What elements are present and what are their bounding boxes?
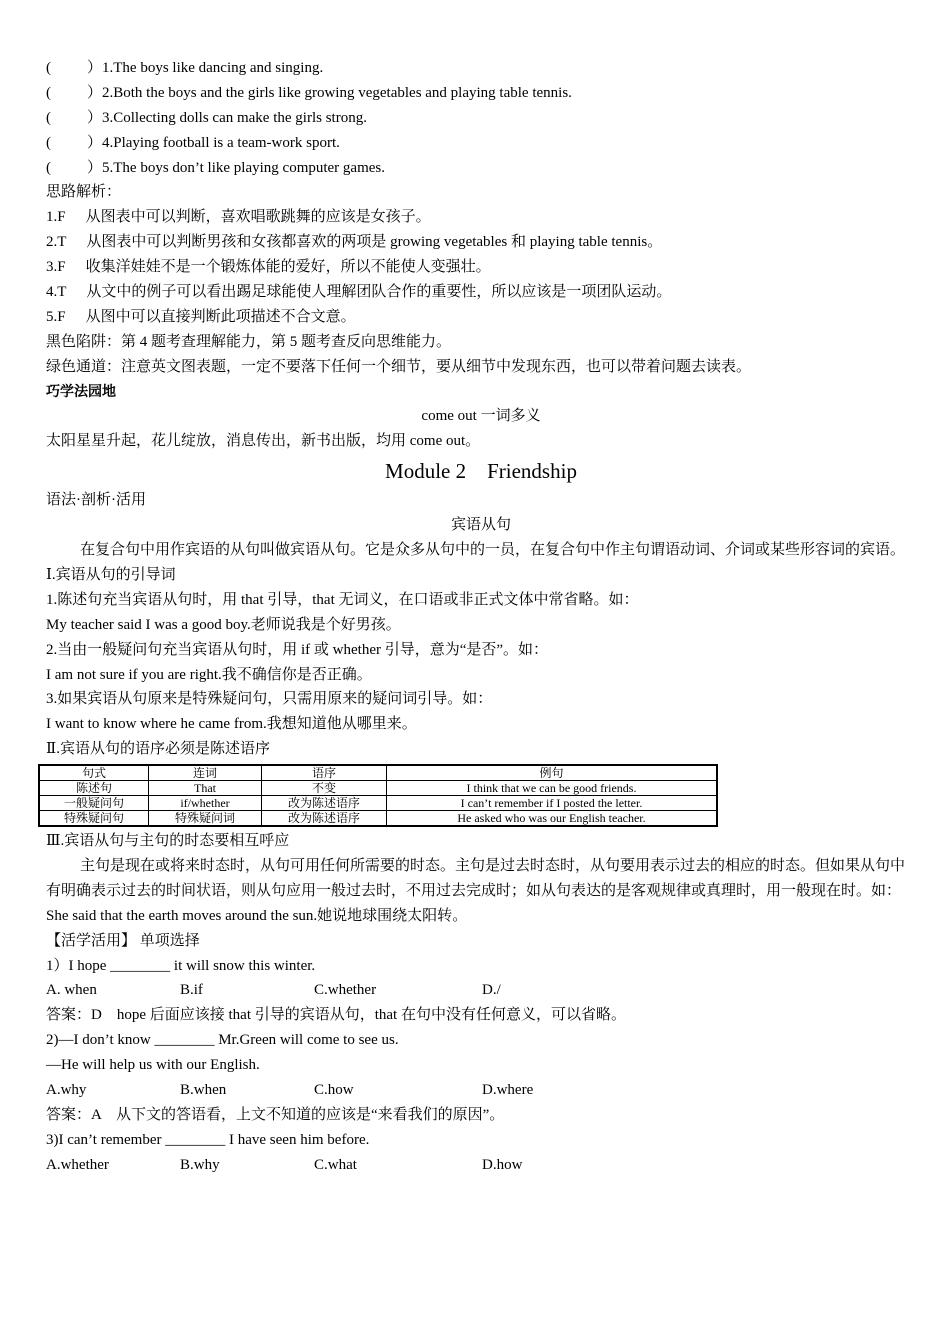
table-row [39, 796, 717, 811]
section-1-heading: Ⅰ.宾语从句的引导词 [46, 566, 176, 583]
table-header-cell: 连词 [149, 765, 262, 781]
item-answer: 答案：D hope 后面应该接 that 引导的宾语从句，that 在句中没有任何意义，可以省略。 [46, 1007, 626, 1024]
table-cell: 不变 [262, 781, 387, 796]
table-cell: I think that we can be good friends. [387, 781, 718, 796]
answer-2: 2.T 从图表中可以判断男孩和女孩都喜欢的两项是 growing vegetables 和 playing table tennis。 [46, 234, 663, 251]
item-answer: 答案：A 从下文的答语看，上文不知道的应该是“来看我们的原因”。 [46, 1106, 505, 1123]
option-d: D.where [482, 1082, 534, 1098]
question-2: ( ）2.Both the boys and the girls like growing vegetables and playing table tennis. [46, 84, 572, 101]
document-page [46, 56, 916, 1178]
table-row [39, 781, 717, 796]
intro-paragraph: 在复合句中用作宾语的从句叫做宾语从句。它是众多从句中的一员，在复合句中作主句谓语动词、介词或某些形容词的宾语。 [80, 542, 906, 559]
tips-text: 太阳星星升起，花儿绽放，消息传出，新书出版，均用 come out。 [46, 433, 481, 450]
table-header-cell: 句式 [39, 765, 149, 781]
table-row [39, 811, 717, 827]
table-cell: 一般疑问句 [39, 796, 149, 811]
table-cell: That [149, 781, 262, 796]
table-cell: 特殊疑问句 [39, 811, 149, 827]
option-a: A. when [46, 982, 97, 999]
green-note: 绿色通道：注意英文图表题，一定不要落下任何一个细节，要从细节中发现东西，也可以带着问题去读表。 [46, 358, 752, 375]
table-header-row [39, 765, 717, 781]
option-d: D./ [482, 982, 501, 999]
option-b: B.why [180, 1156, 220, 1173]
practice-item-1 [46, 954, 916, 1029]
table-cell: 改为陈述语序 [262, 811, 387, 827]
option-c: C.how [314, 1082, 354, 1098]
question-list [46, 56, 916, 180]
practice-item-3 [46, 1128, 916, 1178]
option-d: D.how [482, 1156, 523, 1173]
item-stem: —He will help us with our English. [46, 1057, 260, 1074]
option-c: C.whether [314, 982, 377, 999]
table-header-cell: 语序 [262, 765, 387, 781]
section-1-line: I am not sure if you are right.我不确信你是否正确。 [46, 666, 372, 683]
option-c: C.what [314, 1156, 357, 1173]
tips-heading: 巧学法园地 [46, 383, 116, 400]
table-cell: if/whether [149, 796, 262, 811]
item-stem: 1）I hope ________ it will snow this winter. [46, 957, 316, 974]
analysis-heading: 思路解析： [46, 184, 122, 201]
practice-heading: 【活学活用】 单项选择 [46, 932, 200, 949]
question-1: ( ）1.The boys like dancing and singing. [46, 60, 324, 76]
module-title: Module 2 Friendship [385, 459, 577, 484]
table-cell: I can’t remember if I posted the letter. [387, 796, 718, 811]
section-3-paragraph: 主句是现在或将来时态时，从句可用任何所需要的时态。主句是过去时态时，从句要用表示过去的相应的时态。但如果从句中有明确表示过去的时间状语，则从句应用一般过去时，不用过去完成时；如从句表达的是客观规律或真理时，用一般现在时。如： [46, 857, 906, 899]
grammar-title: 宾语从句 [450, 517, 511, 534]
word-order-table [38, 764, 718, 827]
item-options [46, 1078, 916, 1103]
answer-4: 4.T 从文中的例子可以看出踢足球能使人理解团队合作的重要性，所以应该是一项团队运动。 [46, 284, 672, 301]
section-1-line: 2.当由一般疑问句充当宾语从句时，用 if 或 whether 引导，意为“是否”。如： [46, 641, 549, 658]
table-cell: He asked who was our English teacher. [387, 811, 718, 827]
table-cell: 改为陈述语序 [262, 796, 387, 811]
option-b: B.if [180, 982, 203, 999]
option-a: A.why [46, 1082, 87, 1098]
item-options [46, 978, 916, 1003]
section-3-example: She said that the earth moves around the sun.她说地球围绕太阳转。 [46, 907, 468, 924]
section-2-heading: Ⅱ.宾语从句的语序必须是陈述语序 [46, 741, 270, 758]
question-4: ( ）4.Playing football is a team-work sport. [46, 134, 340, 151]
question-5: ( ）5.The boys don’t like playing computer games. [46, 159, 386, 176]
table-header-cell: 例句 [387, 765, 718, 781]
tips-title: come out 一词多义 [421, 408, 541, 425]
question-3: ( ）3.Collecting dolls can make the girls strong. [46, 109, 367, 126]
answer-5: 5.F 从图中可以直接判断此项描述不合文意。 [46, 308, 356, 325]
item-stem: 3)I can’t remember ________ I have seen him before. [46, 1131, 370, 1148]
option-b: B.when [180, 1082, 227, 1098]
section-1-line: I want to know where he came from.我想知道他从哪里来。 [46, 716, 417, 733]
item-stem: 2)—I don’t know ________ Mr.Green will come to see us. [46, 1032, 399, 1049]
answer-list [46, 205, 916, 329]
section-3-heading: Ⅲ.宾语从句与主句的时态要相互呼应 [46, 833, 290, 850]
section-1-line: 1.陈述句充当宾语从句时，用 that 引导，that 无词义，在口语或非正式文体中常省略。如： [46, 591, 639, 608]
practice-item-2 [46, 1028, 916, 1128]
option-a: A.whether [46, 1156, 109, 1173]
table-cell: 陈述句 [39, 781, 149, 796]
item-options [46, 1153, 916, 1178]
grammar-heading: 语法·剖析·活用 [46, 492, 146, 509]
trap-note: 黑色陷阱：第 4 题考查理解能力，第 5 题考查反向思维能力。 [46, 333, 452, 350]
answer-3: 3.F 收集洋娃娃不是一个锻炼体能的爱好，所以不能使人变强壮。 [46, 259, 491, 276]
section-1-line: My teacher said I was a good boy.老师说我是个好男孩。 [46, 616, 401, 633]
table-cell: 特殊疑问词 [149, 811, 262, 827]
answer-1: 1.F 从图表中可以判断，喜欢唱歌跳舞的应该是女孩子。 [46, 209, 431, 226]
section-1-line: 3.如果宾语从句原来是特殊疑问句，只需用原来的疑问词引导。如： [46, 691, 493, 708]
